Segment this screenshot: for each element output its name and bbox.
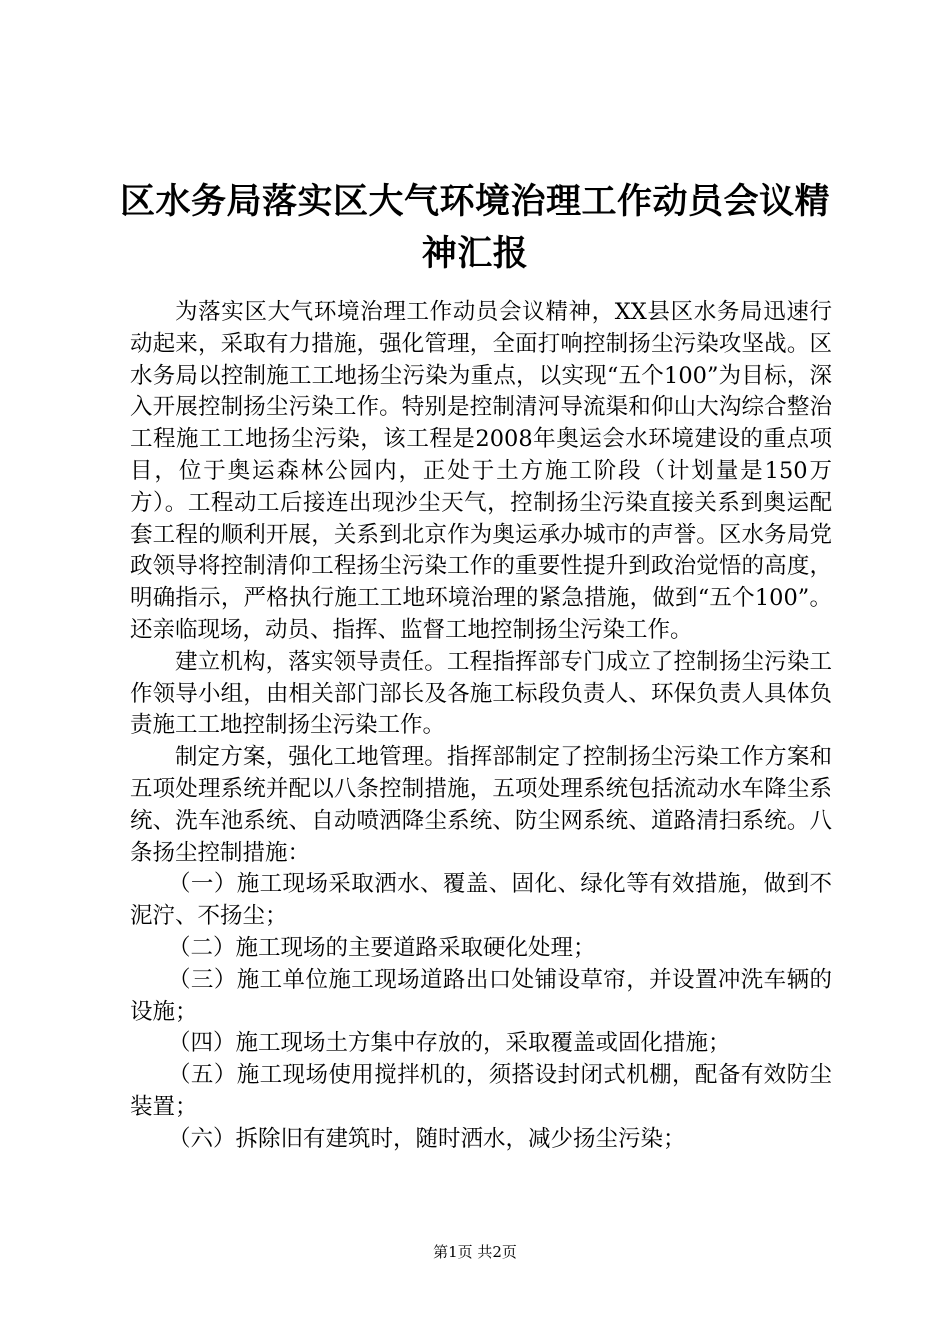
measure-item-6: （六）拆除旧有建筑时，随时洒水，减少扬尘污染； (168, 1125, 686, 1152)
page-footer: 第1页 共2页 (433, 1243, 517, 1261)
measure-item-3: （三）施工单位施工现场道路出口处铺设草帘，并设置冲洗车辆的设施； (130, 966, 832, 1025)
paragraph-organization: 建立机构，落实领导责任。工程指挥部专门成立了控制扬尘污染工作领导小组，由相关部门部长及各施工标段负责人、环保负责人具体负责施工工地控制扬尘污染工作。 (130, 648, 832, 739)
measure-item-1: （一）施工现场采取洒水、覆盖、固化、绿化等有效措施，做到不泥泞、不扬尘； (130, 871, 832, 930)
measure-item-2: （二）施工现场的主要道路采取硬化处理； (168, 934, 596, 961)
document-title: 区水务局落实区大气环境治理工作动员会议精神汇报 (120, 182, 831, 274)
paragraph-plan: 制定方案，强化工地管理。指挥部制定了控制扬尘污染工作方案和五项处理系统并配以八条控制措施，五项处理系统包括流动水车降尘系统、洗车池系统、自动喷洒降尘系统、防尘网系统、道路清扫系统。八条扬尘控制措施： (130, 744, 832, 866)
measure-item-4: （四）施工现场土方集中存放的，采取覆盖或固化措施； (168, 1030, 731, 1057)
paragraph-intro: 为落实区大气环境治理工作动员会议精神，XX县区水务局迅速行动起来，采取有力措施，强化管理，全面打响控制扬尘污染攻坚战。区水务局以控制施工工地扬尘污染为重点，以实现“五个100”为目标，深入开展控制扬尘污染工作。特别是控制清河导流渠和仰山大沟综合整治工程施工工地扬尘污染，该工程是2008年奥运会水环境建设的重点项目，位于奥运森林公园内，正处于土方施工阶段（计划量是150万方）。工程动工后接连出现沙尘天气，控制扬尘污染直接关系到奥运配套工程的顺利开展，关系到北京作为奥运承办城市的声誉。区水务局党政领导将控制清仰工程扬尘污染工作的重要性提升到政治觉悟的高度，明确指示，严格执行施工工地环境治理的紧急措施，做到“五个100”。还亲临现场，动员、指挥、监督工地控制扬尘污染工作。 (130, 299, 832, 643)
measure-item-5: （五）施工现场使用搅拌机的，须搭设封闭式机棚，配备有效防尘装置； (130, 1062, 832, 1120)
document-body (130, 297, 832, 1156)
